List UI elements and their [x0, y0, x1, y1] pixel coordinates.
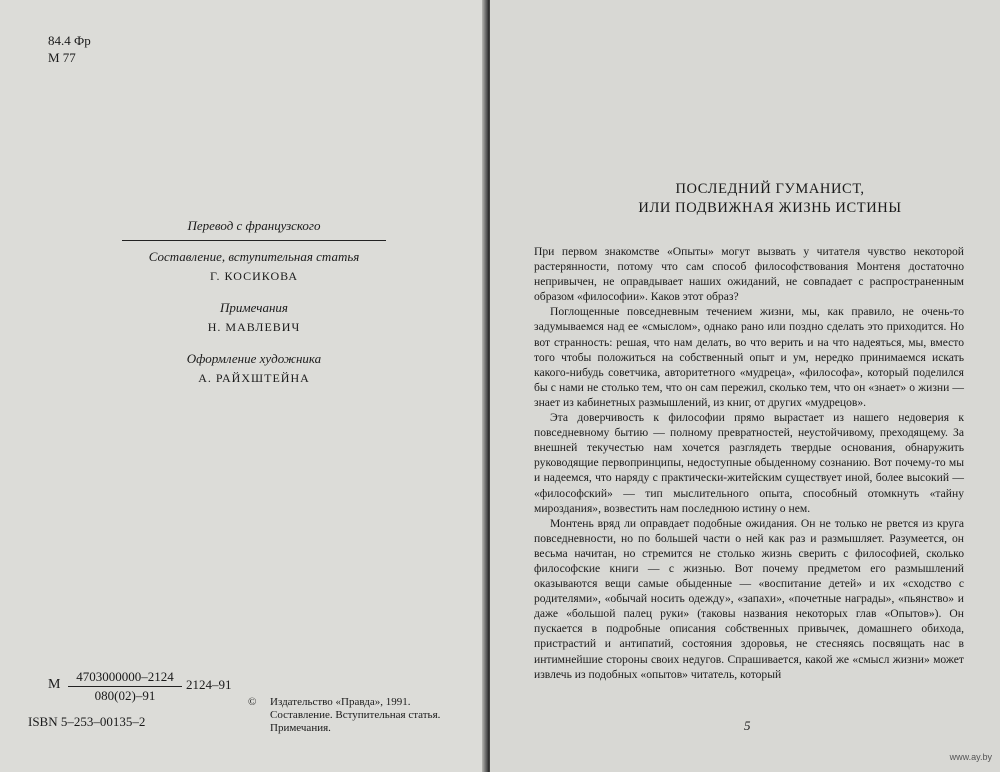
bbk-line: М 77	[48, 50, 76, 65]
credit-role: Составление, вступительная статья	[148, 249, 360, 264]
copyright-block	[248, 696, 440, 735]
credit-name: А. РАЙХШТЕЙНА	[198, 371, 310, 385]
copyright-icon: ©	[248, 696, 257, 708]
watermark: www.ay.by	[949, 752, 992, 762]
chapter-title	[550, 180, 990, 218]
copyright-line: Примечания.	[270, 722, 331, 734]
credit-role: Примечания	[220, 300, 288, 315]
formula-denominator: 080(02)–91	[94, 688, 156, 703]
formula-letter: М	[48, 677, 61, 692]
isbn: ISBN 5–253–00135–2	[28, 714, 146, 729]
copyright-line: Издательство «Правда», 1991.	[270, 696, 411, 708]
translation-note: Перевод с французского	[187, 218, 321, 233]
left-page	[0, 0, 486, 772]
formula-tail: 2124–91	[186, 677, 232, 692]
title-line: ИЛИ ПОДВИЖНАЯ ЖИЗНЬ ИСТИНЫ	[638, 200, 902, 216]
formula-fraction	[68, 669, 182, 704]
divider	[122, 240, 386, 241]
credit-name: Г. КОСИКОВА	[209, 269, 299, 283]
body-text	[534, 244, 964, 682]
paragraph: Монтень вряд ли оправдает подобные ожидания. Он не только не рвется из круга повседневности, но по большей части о ней как раз и размышляет. Разумеется, он весьма начитан, но стремится не столько жизнь сверить с философией, сколько философские книги — с жизнью. Вот почему предметом его размышлений оказываются вещи самые обыденные — «воспитание детей» и их «сходство с родителями», «обычай носить одежду», «запахи», «почетные награды», «пьянство» и даже «большой палец руки» (таковы названия некоторых глав «Опытов»). Он пускается в подробные описания собственных привычек, домашнего обихода, пристрастий и антипатий, состояния здоровья, не стесняясь посвящать нас в интимнейшие стороны своих недугов. Спрашивается, какой же «смысл жизни» может извлечь из подобных «опытов» читатель, который	[534, 516, 964, 681]
credit-role: Оформление художника	[186, 351, 322, 366]
credits-block	[122, 218, 386, 386]
copyright-line: Составление. Вступительная статья.	[270, 709, 441, 721]
paragraph: При первом знакомстве «Опыты» могут вызвать у читателя чувство некоторой растерянности, потому что сам способ философствования Монтеня достаточно непривычен, не оправдывает наших ожиданий, не совпадает с распространенным образом «философии». Каков этот образ?	[534, 245, 964, 304]
right-page	[490, 0, 1000, 772]
paragraph: Эта доверчивость к философии прямо вырастает из нашего недоверия к повседневному бытию — полному превратностей, неустойчивому, преходящему. За внешней текучестью нам хочется разглядеть твердые основания, обнаружить руководящие первопринципы, недоступные обыденному сознанию. Вот почему-то мы и надеемся, что наряду с практически-житейским существует иной, более высокий — «философский» — тип мыслительного опыта, способный отомкнуть «тайну мироздания», возвестить нам последнюю истину о нем.	[534, 411, 964, 515]
credit-name: Н. МАВЛЕВИЧ	[207, 320, 301, 334]
title-line: ПОСЛЕДНИЙ ГУМАНИСТ,	[675, 181, 865, 197]
bbk-code	[48, 32, 91, 66]
page-number: 5	[744, 718, 751, 733]
formula-numerator: 4703000000–2124	[68, 669, 182, 687]
paragraph: Поглощенные повседневным течением жизни, мы, как правило, не очень-то задумываемся над ее «смыслом», однако рано или поздно сделать это приходится. Но вот странность: решая, что нам делать, во что верить и на что надеяться, мы, вместо того чтобы положиться на собственный опыт и ум, нередко принимаемся искать какого-нибудь советчика, авторитетного «мудреца», «философа», который поделился бы с нами не столько тем, что он сам пережил, сколько тем, что он «знает» о жизни — знает из кабинетных размышлений, из книг, от других «мудрецов».	[534, 305, 964, 409]
bbk-line: 84.4 Фр	[48, 33, 91, 48]
